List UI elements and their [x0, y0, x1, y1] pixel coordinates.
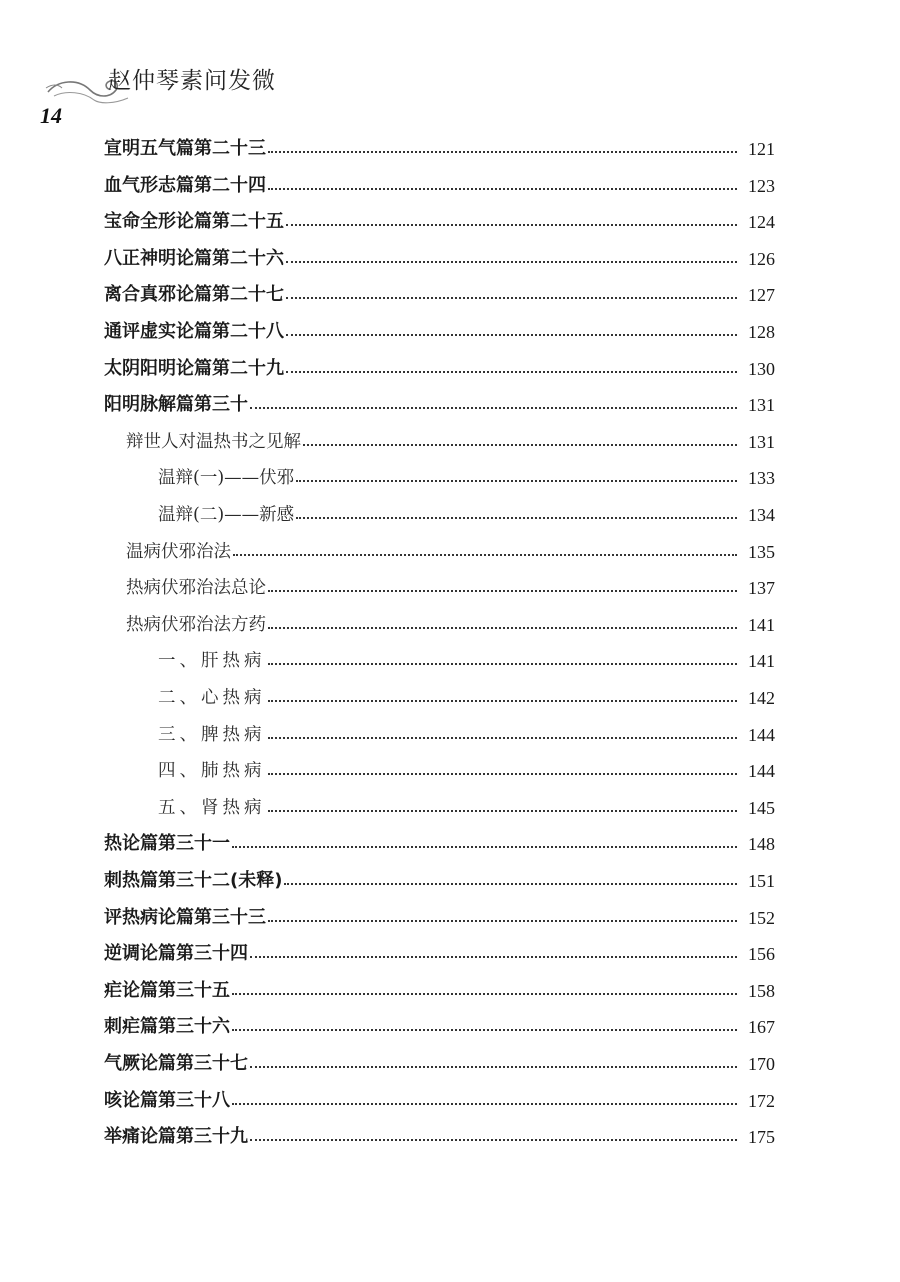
toc-entry[interactable]	[0, 386, 775, 416]
toc-entry-page-number: 123	[748, 175, 775, 196]
toc-entry-title: 辩世人对温热书之见解	[126, 431, 301, 452]
toc-entry-page-number: 152	[748, 907, 775, 928]
dot-leader	[268, 920, 737, 922]
toc-entry[interactable]	[0, 679, 775, 709]
toc-entry-title: 热论篇第三十一	[104, 833, 230, 855]
dot-leader	[232, 1029, 737, 1031]
dot-leader	[268, 663, 738, 665]
toc-entry[interactable]	[0, 569, 775, 599]
toc-entry-page-number: 156	[748, 944, 775, 965]
toc-entry-page-number: 148	[748, 834, 775, 855]
toc-entry-page-number: 135	[748, 541, 775, 562]
toc-entry-page-number: 131	[748, 395, 775, 416]
dot-leader	[250, 1139, 737, 1141]
dot-leader	[232, 1103, 737, 1105]
toc-entry-title: 一、肝热病	[158, 651, 266, 672]
dot-leader	[268, 627, 737, 629]
toc-entry-title: 通评虚实论篇第二十八	[104, 321, 284, 342]
toc-entry-title: 疟论篇第三十五	[104, 979, 230, 1001]
toc-entry-title: 宝命全形论篇第二十五	[104, 211, 284, 233]
toc-entry-title: 温辩(二)——新感	[158, 505, 295, 525]
toc-entry[interactable]	[0, 276, 775, 306]
dot-leader	[268, 773, 738, 775]
toc-entry-page-number: 133	[748, 468, 775, 489]
toc-entry[interactable]	[0, 130, 775, 160]
toc-entry-title: 刺热篇第三十二(未释)	[104, 870, 283, 891]
dot-leader	[286, 334, 737, 336]
toc-entry-title: 温病伏邪治法	[126, 541, 231, 562]
toc-entry-page-number: 121	[748, 139, 775, 159]
dot-leader	[268, 151, 737, 153]
toc-entry-title: 太阴阳明论篇第二十九	[104, 357, 284, 379]
toc-entry-page-number: 134	[748, 505, 775, 525]
toc-entry-page-number: 144	[748, 761, 775, 782]
toc-entry-page-number: 128	[748, 322, 775, 342]
dot-leader	[286, 261, 737, 263]
toc-entry[interactable]	[0, 167, 775, 197]
toc-entry-page-number: 127	[748, 285, 775, 306]
toc-entry[interactable]	[0, 972, 775, 1002]
toc-entry-page-number: 167	[748, 1017, 775, 1038]
toc-entry[interactable]	[0, 1045, 775, 1075]
dot-leader	[296, 480, 737, 482]
dot-leader	[296, 517, 737, 519]
toc-entry[interactable]	[0, 642, 775, 672]
dot-leader	[286, 371, 737, 373]
toc-entry-title: 阳明脉解篇第三十	[104, 394, 248, 416]
dot-leader	[233, 554, 737, 556]
toc-entry-title: 评热病论篇第三十三	[104, 906, 266, 928]
dot-leader	[284, 883, 737, 885]
dot-leader	[268, 737, 738, 739]
book-title: 赵仲琴素问发微	[108, 68, 276, 94]
toc-entry-page-number: 126	[748, 248, 775, 269]
toc-entry-title: 举痛论篇第三十九	[104, 1126, 248, 1148]
dot-leader	[286, 224, 737, 226]
dot-leader	[303, 444, 737, 446]
page-header	[0, 0, 900, 140]
toc-entry[interactable]	[0, 350, 775, 380]
toc-entry-title: 宣明五气篇第二十三	[104, 138, 266, 159]
toc-entry-title: 二、心热病	[158, 688, 266, 708]
toc-entry-page-number: 124	[748, 212, 775, 233]
toc-entry[interactable]	[0, 240, 775, 270]
toc-entry-page-number: 170	[748, 1054, 775, 1074]
toc-entry-page-number: 141	[748, 651, 775, 672]
toc-entry-page-number: 145	[748, 797, 775, 818]
toc-entry-title: 逆调论篇第三十四	[104, 943, 248, 965]
toc-entry-title: 血气形志篇第二十四	[104, 174, 266, 196]
toc-entry[interactable]	[0, 459, 775, 489]
toc-entry[interactable]	[0, 533, 775, 563]
dot-leader	[268, 590, 737, 592]
toc-entry[interactable]	[0, 423, 775, 453]
toc-entry[interactable]	[0, 789, 775, 819]
dot-leader	[268, 188, 737, 190]
toc-entry[interactable]	[0, 752, 775, 782]
toc-entry[interactable]	[0, 899, 775, 929]
toc-entry-title: 刺疟篇第三十六	[104, 1016, 230, 1038]
toc-entry-page-number: 141	[748, 614, 775, 635]
toc-entry-page-number: 137	[748, 578, 775, 599]
toc-entry-title: 气厥论篇第三十七	[104, 1053, 248, 1074]
toc-entry-title: 三、脾热病	[158, 724, 266, 745]
toc-entry-title: 四、肺热病	[158, 761, 266, 782]
toc-entry-page-number: 151	[748, 871, 775, 891]
dot-leader	[250, 956, 737, 958]
toc-entry[interactable]	[0, 716, 775, 746]
dot-leader	[268, 700, 738, 702]
dot-leader	[286, 297, 737, 299]
toc-entry-title: 咳论篇第三十八	[104, 1089, 230, 1111]
dot-leader	[250, 1066, 737, 1068]
dot-leader	[232, 993, 737, 995]
toc-entry[interactable]	[0, 1082, 775, 1112]
toc-entry[interactable]	[0, 496, 775, 526]
toc-entry[interactable]	[0, 313, 775, 343]
toc-entry-title: 热病伏邪治法方药	[126, 614, 266, 635]
toc-entry[interactable]	[0, 862, 775, 892]
dot-leader	[250, 407, 737, 409]
toc-entry-title: 热病伏邪治法总论	[126, 578, 266, 599]
toc-entry-page-number: 131	[748, 431, 775, 452]
toc-entry[interactable]	[0, 1008, 775, 1038]
toc-entry-page-number: 142	[748, 688, 775, 708]
toc-entry-title: 离合真邪论篇第二十七	[104, 284, 284, 306]
toc-entry-title: 八正神明论篇第二十六	[104, 247, 284, 269]
toc-entry-page-number: 172	[748, 1090, 775, 1111]
toc-entry-page-number: 144	[748, 724, 775, 745]
toc-entry[interactable]	[0, 203, 775, 233]
toc-entry-page-number: 175	[748, 1127, 775, 1148]
toc-entry[interactable]	[0, 825, 775, 855]
page-number: 14	[40, 103, 62, 128]
dot-leader	[232, 846, 737, 848]
toc-entry-title: 温辩(一)——伏邪	[158, 468, 295, 489]
toc-entry-title: 五、肾热病	[158, 797, 266, 818]
toc-entry[interactable]	[0, 606, 775, 636]
toc-entry-page-number: 158	[748, 980, 775, 1001]
dot-leader	[268, 810, 738, 812]
toc-entry[interactable]	[0, 935, 775, 965]
toc-entry-page-number: 130	[748, 358, 775, 379]
toc-entry[interactable]	[0, 1118, 775, 1148]
